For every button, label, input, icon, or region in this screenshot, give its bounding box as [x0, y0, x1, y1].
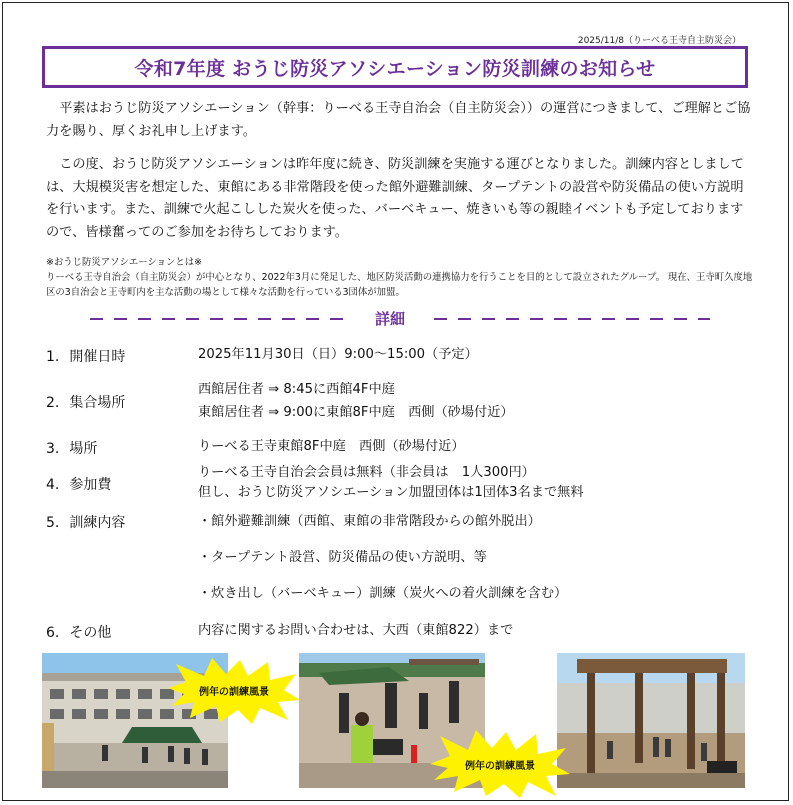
value-line: りーべる王寺東館8F中庭 西側（砂場付近） [198, 439, 465, 454]
value-line: ・タープテント設営、防災備品の使い方説明、等 [198, 550, 487, 565]
item-value-fee [198, 464, 584, 502]
item-label: その他 [69, 625, 112, 641]
section-divider [90, 308, 710, 330]
item-value-location [198, 438, 465, 456]
item-number: 4. [46, 477, 60, 493]
item-number: 3. [46, 441, 60, 457]
dashed-rule-right [434, 318, 710, 320]
caption-text: 例年の訓練風景 [199, 687, 269, 698]
value-line: 内容に関するお問い合わせは、大西（東館822）まで [198, 623, 514, 638]
value-line: 西館居住者 ⇒ 8:45に西館4F中庭 [198, 382, 395, 397]
item-label: 集合場所 [69, 395, 126, 411]
intro-paragraph-2: この度、おうじ防災アソシエーションは昨年度に続き、防災訓練を実施する運びとなりました。訓練内容としましては、大規模災害を想定した、東館にある非常階段を使った館外避難訓練、タープテントの設営や防災備品の使い方説明を行います。また、訓練で火起こしした炭火を使った、バーベキュー、焼きいも等の親睦イベントも予定しておりますので、皆様奮ってのご参加をお待ちしております。 [46, 157, 744, 240]
item-number: 5. [46, 515, 60, 531]
starburst-caption-2 [430, 730, 570, 798]
photo-pergola [557, 653, 745, 788]
issue-date: 2025/11/8（りーべる王寺自主防災会） [577, 36, 741, 46]
item-number: 2. [46, 395, 60, 411]
item-label: 訓練内容 [69, 515, 126, 531]
dashed-rule-left [90, 318, 348, 320]
detail-item-other [46, 622, 111, 642]
item-label: 参加費 [69, 477, 112, 493]
intro-paragraph-1: 平素はおうじ防災アソシエーション（幹事：りーべる王寺自治会（自主防災会））の運営につきまして、ご理解とご協力を賜り、厚くお礼申し上げます。 [46, 101, 751, 139]
detail-item-fee [46, 474, 111, 494]
section-label: 詳細 [374, 310, 405, 328]
detail-item-location [46, 438, 97, 458]
value-line: りーべる王寺自治会会員は無料（非会員は 1人300円） [198, 465, 535, 480]
detail-item-datetime [46, 346, 125, 366]
item-value-meeting-place [198, 381, 514, 422]
value-line: 但し、おうじ防災アソシエーション加盟団体は1団体3名まで無料 [198, 485, 584, 500]
value-line: 2025年11月30日（日）9:00～15:00（予定） [198, 347, 478, 362]
value-line: ・炊き出し（バーベキュー）訓練（炭火への着火訓練を含む） [198, 586, 568, 601]
item-number: 1. [46, 349, 60, 365]
item-label: 開催日時 [69, 349, 126, 365]
note-heading: ※おうじ防災アソシエーションとは※ [46, 257, 202, 268]
value-line: ・館外避難訓練（西館、東館の非常階段からの館外脱出） [198, 514, 541, 529]
item-number: 6. [46, 625, 60, 641]
item-label: 場所 [69, 441, 98, 457]
caption-text: 例年の訓練風景 [465, 761, 535, 772]
page-title: 令和7年度 おうじ防災アソシエーション防災訓練のお知らせ [134, 57, 656, 80]
value-line: 東館居住者 ⇒ 9:00に東館8F中庭 西側（砂場付近） [198, 405, 514, 420]
detail-item-meeting-place [46, 392, 125, 412]
item-value-datetime [198, 346, 478, 364]
title-box [42, 46, 748, 88]
note-body: りーべる王寺自治会（自主防災会）が中心となり、2022年3月に発足した、地区防災活動の連携協力を行うことを目的として設立されたグループ。 現在、王寺町久度地区の3自治会と王寺町内を主な活動の場として様々な活動を行っている3団体が加盟。 [46, 272, 753, 298]
starburst-caption-1 [168, 658, 300, 724]
item-value-other [198, 622, 513, 640]
item-value-training [198, 513, 567, 603]
detail-item-training [46, 512, 125, 532]
